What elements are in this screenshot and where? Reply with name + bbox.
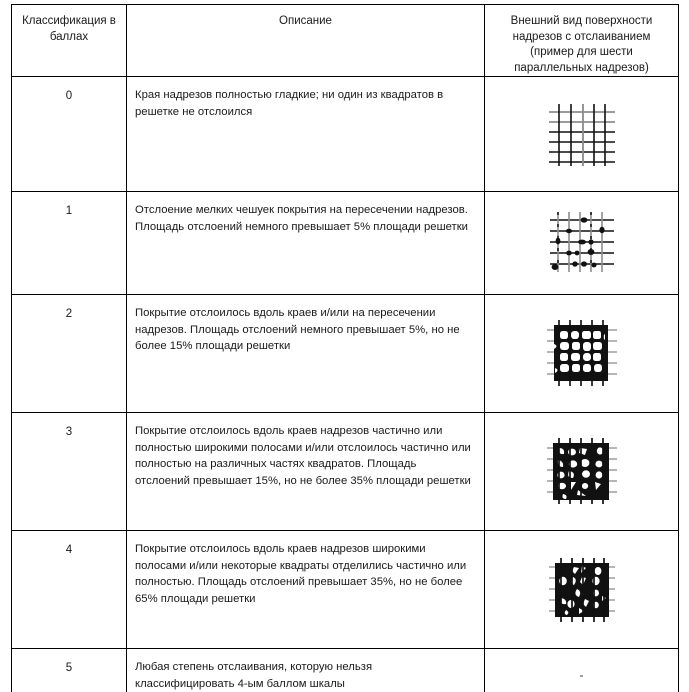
cell-description (127, 192, 485, 295)
description-text: Отслоение мелких чешуек покрытия на пересечении надрезов. Площадь отслоений немного превышает 5% площади решетки (135, 204, 468, 233)
column-header-score (12, 5, 127, 77)
cell-score (12, 77, 127, 192)
cell-description (127, 295, 485, 413)
cell-score (12, 295, 127, 413)
grid-broad-svg (543, 434, 621, 510)
score-value: 0 (65, 90, 73, 102)
cell-score (12, 413, 127, 531)
column-header-score-label: Классификация в баллах (22, 15, 116, 43)
cell-appearance (485, 413, 679, 531)
dash-symbol: - (579, 667, 584, 682)
table-row (12, 649, 679, 692)
table-row (12, 77, 679, 192)
grid-heavy-svg (544, 552, 620, 628)
column-header-description (127, 5, 485, 77)
column-header-description-label: Описание (279, 15, 332, 27)
column-header-appearance-label: Внешний вид поверхности надрезов с отслаиванием (пример для шести параллельных надрезов) (510, 15, 653, 74)
score-value: 2 (65, 308, 73, 320)
grid-broad-icon (485, 413, 678, 530)
cell-appearance (485, 295, 679, 413)
grid-edges-icon (485, 295, 678, 412)
cell-appearance (485, 192, 679, 295)
grid-flakes-svg (546, 208, 618, 278)
description-text: Покрытие отслоилось вдоль краев надрезов частично или полностью широкими полосами и/или отслоилось частично или полностью на различных частях квадратов. Площадь отслоений превышает 15%, но не более 35% площади решетки (135, 425, 471, 487)
cell-description (127, 77, 485, 192)
classification-table (11, 4, 679, 692)
description-text: Любая степень отслаивания, которую нельзя классифицировать 4-ым баллом шкалы (135, 661, 373, 690)
description-text: Покрытие отслоилось вдоль краев и/или на пересечении надрезов. Площадь отслоений немного превышает 5%, но не более 15% площади решетки (135, 307, 460, 352)
table-header-row (12, 5, 679, 77)
grid-edges-svg (543, 316, 621, 392)
cell-description (127, 413, 485, 531)
cell-description (127, 649, 485, 692)
description-text: Покрытие отслоилось вдоль краев надрезов широкими полосами и/или некоторые квадраты отделились частично или полностью. Площадь отслоений превышает 35%, но не более 65% площади решетки (135, 543, 467, 605)
table-header (12, 5, 679, 77)
grid-clean-icon (485, 77, 678, 191)
cell-score (12, 649, 127, 692)
cell-appearance (485, 77, 679, 192)
cell-appearance (485, 649, 679, 692)
table-row (12, 531, 679, 649)
column-header-appearance (485, 5, 679, 77)
no-image-placeholder (485, 649, 678, 692)
description-text: Края надрезов полностью гладкие; ни один из квадратов в решетке не отслоился (135, 89, 444, 118)
table-row (12, 413, 679, 531)
cell-description (127, 531, 485, 649)
score-value: 1 (65, 205, 73, 217)
grid-flakes-icon (485, 192, 678, 294)
table-row (12, 192, 679, 295)
cell-appearance (485, 531, 679, 649)
grid-heavy-icon (485, 531, 678, 648)
cell-score (12, 531, 127, 649)
cell-score (12, 192, 127, 295)
score-value: 5 (65, 662, 73, 674)
table-row (12, 295, 679, 413)
score-value: 4 (65, 544, 73, 556)
table-body (12, 77, 679, 692)
grid-clean-svg (543, 98, 621, 170)
score-value: 3 (65, 426, 73, 438)
